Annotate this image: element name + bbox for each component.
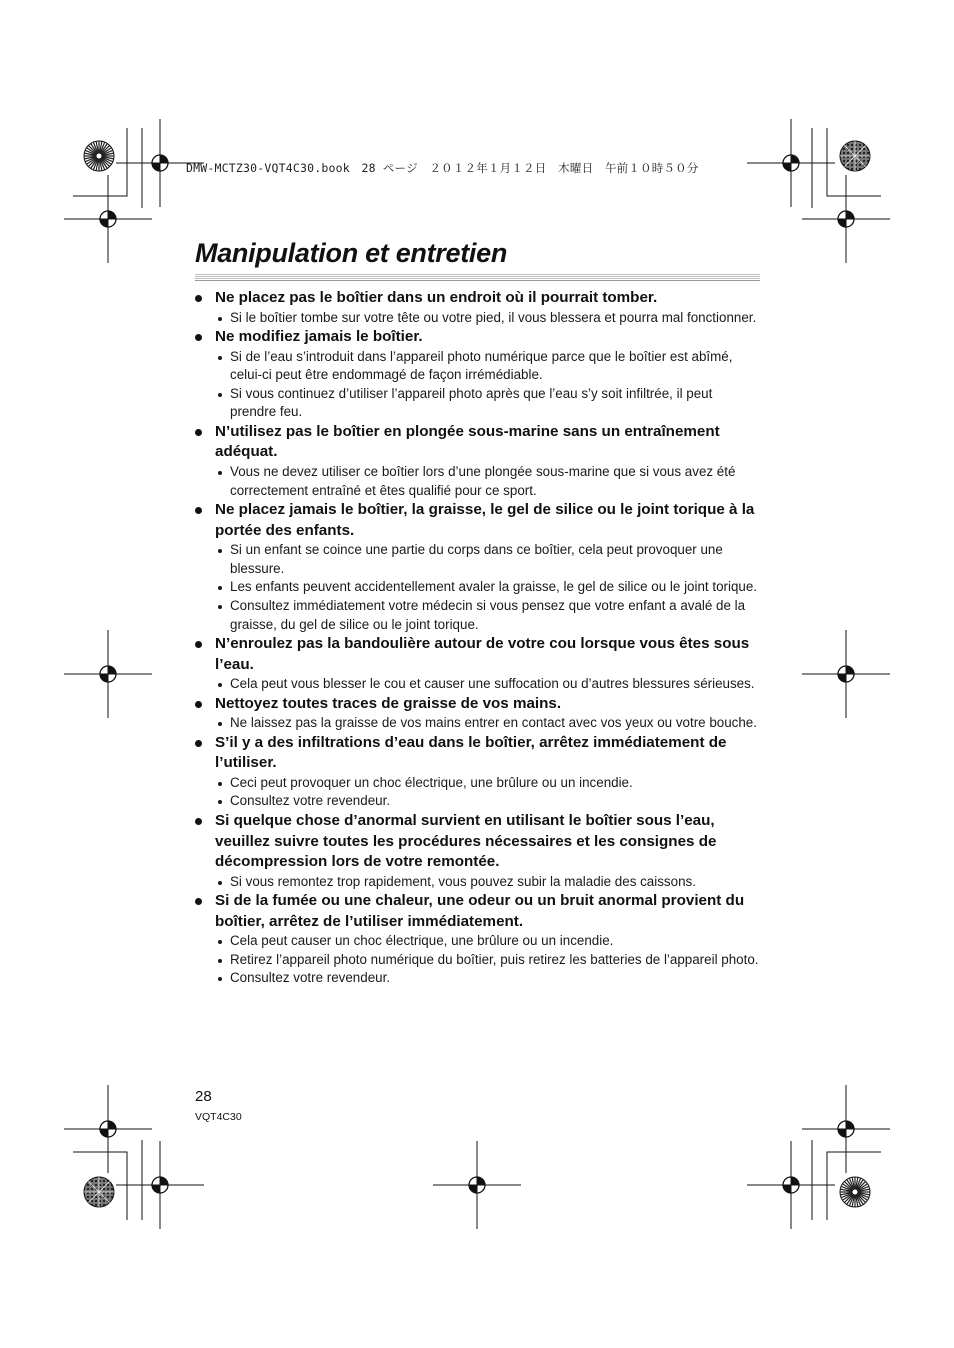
item-heading: Ne modifiez jamais le boîtier. xyxy=(195,327,760,348)
bullet-icon xyxy=(195,740,202,747)
item-heading: N’utilisez pas le boîtier en plongée sous-marine sans un entraînement adéquat. xyxy=(195,422,760,463)
sub-bullet-icon xyxy=(218,959,222,963)
list-item xyxy=(195,811,760,891)
sub-bullet-icon xyxy=(218,549,222,553)
sub-item: Ne laissez pas la graisse de vos mains entrer en contact avec vos yeux ou votre bouche. xyxy=(215,714,760,733)
sub-bullet-icon xyxy=(218,722,222,726)
page-title: Manipulation et entretien xyxy=(195,238,508,268)
bullet-icon xyxy=(195,641,202,648)
sub-bullet-icon xyxy=(218,782,222,786)
sub-item: Retirez l’appareil photo numérique du boîtier, puis retirez les batteries de l’appareil photo. xyxy=(215,951,760,970)
print-header-line: DMW-MCTZ30-VQT4C30.book 28 ページ ２０１２年１月１２日 木曜日 午前１０時５０分 xyxy=(186,161,699,175)
sub-bullet-icon xyxy=(218,683,222,687)
sub-bullet-icon xyxy=(218,393,222,397)
list-item xyxy=(195,891,760,988)
sub-list xyxy=(215,463,760,500)
bullet-icon xyxy=(195,334,202,341)
list-item xyxy=(195,327,760,422)
sub-list xyxy=(215,714,760,733)
item-heading: Ne placez pas le boîtier dans un endroit où il pourrait tomber. xyxy=(195,288,760,309)
item-heading: Si quelque chose d’anormal survient en utilisant le boîtier sous l’eau, veuillez suivre toutes les procédures nécessaires et les consignes de décompression lors de votre remontée. xyxy=(195,811,760,873)
item-heading: Nettoyez toutes traces de graisse de vos mains. xyxy=(195,694,760,715)
list-item xyxy=(195,288,760,327)
sub-item: Consultez immédiatement votre médecin si vous pensez que votre enfant a avalé de la graisse, du gel de silice ou le joint torique. xyxy=(215,597,760,634)
sub-item: Si vous continuez d’utiliser l’appareil photo après que l’eau s’y soit infiltrée, il peut prendre feu. xyxy=(215,385,760,422)
sub-list xyxy=(215,348,760,422)
item-heading: Si de la fumée ou une chaleur, une odeur ou un bruit anormal provient du boîtier, arrêtez de l’utiliser immédiatement. xyxy=(195,891,760,932)
bullet-icon xyxy=(195,429,202,436)
sub-item: Consultez votre revendeur. xyxy=(215,969,760,988)
sub-item: Ceci peut provoquer un choc électrique, une brûlure ou un incendie. xyxy=(215,774,760,793)
sub-item: Si le boîtier tombe sur votre tête ou votre pied, il vous blessera et pourra mal fonctionner. xyxy=(215,309,760,328)
sub-item: Cela peut causer un choc électrique, une brûlure ou un incendie. xyxy=(215,932,760,951)
bullet-icon xyxy=(195,295,202,302)
sub-bullet-icon xyxy=(218,356,222,360)
sub-list xyxy=(215,675,760,694)
sub-item: Si de l’eau s’introduit dans l’appareil photo numérique parce que le boîtier est abîmé, celui-ci peut être endommagé de façon irrémédiable. xyxy=(215,348,760,385)
item-heading: Ne placez jamais le boîtier, la graisse, le gel de silice ou le joint torique à la portée des enfants. xyxy=(195,500,760,541)
sub-bullet-icon xyxy=(218,605,222,609)
sub-item: Si vous remontez trop rapidement, vous pouvez subir la maladie des caissons. xyxy=(215,873,760,892)
list-item xyxy=(195,500,760,634)
bullet-icon xyxy=(195,818,202,825)
item-heading: S’il y a des infiltrations d’eau dans le boîtier, arrêtez immédiatement de l’utiliser. xyxy=(195,733,760,774)
sub-bullet-icon xyxy=(218,586,222,590)
list-item xyxy=(195,694,760,733)
bullet-icon xyxy=(195,701,202,708)
safety-list xyxy=(195,288,760,988)
sub-bullet-icon xyxy=(218,977,222,981)
sub-item: Si un enfant se coince une partie du corps dans ce boîtier, cela peut provoquer une blessure. xyxy=(215,541,760,578)
sub-list xyxy=(215,932,760,988)
sub-list xyxy=(215,774,760,811)
sub-list xyxy=(215,309,760,328)
page-number: 28 xyxy=(195,1088,212,1105)
sub-bullet-icon xyxy=(218,940,222,944)
item-heading: N’enroulez pas la bandoulière autour de votre cou lorsque vous êtes sous l’eau. xyxy=(195,634,760,675)
list-item xyxy=(195,634,760,694)
sub-item: Les enfants peuvent accidentellement avaler la graisse, le gel de silice ou le joint torique. xyxy=(215,578,760,597)
sub-list xyxy=(215,873,760,892)
sub-item: Vous ne devez utiliser ce boîtier lors d’une plongée sous-marine que si vous avez été correctement entraîné et êtes qualifié pour ce sport. xyxy=(215,463,760,500)
sub-item: Consultez votre revendeur. xyxy=(215,792,760,811)
bullet-icon xyxy=(195,507,202,514)
sub-bullet-icon xyxy=(218,471,222,475)
sub-bullet-icon xyxy=(218,881,222,885)
sub-item: Cela peut vous blesser le cou et causer une suffocation ou d’autres blessures sérieuses. xyxy=(215,675,760,694)
bullet-icon xyxy=(195,898,202,905)
sub-bullet-icon xyxy=(218,317,222,321)
document-code: VQT4C30 xyxy=(195,1111,242,1123)
sub-list xyxy=(215,541,760,634)
list-item xyxy=(195,733,760,811)
sub-bullet-icon xyxy=(218,800,222,804)
title-rule xyxy=(195,274,760,281)
list-item xyxy=(195,422,760,500)
